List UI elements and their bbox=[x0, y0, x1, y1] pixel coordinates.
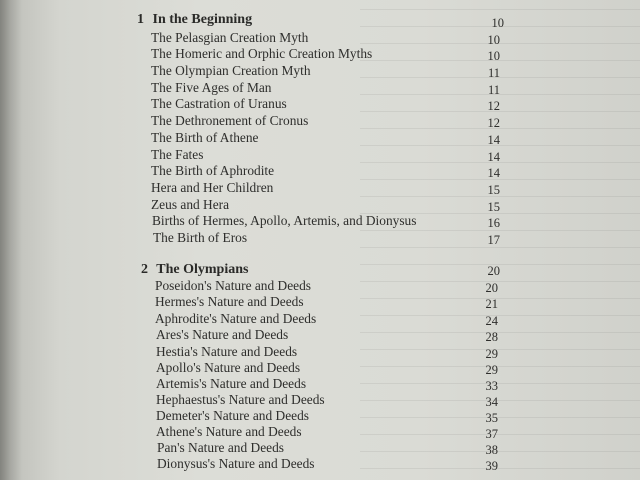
chapter-title: The Olympians bbox=[156, 262, 249, 277]
toc-entry-page: 15 bbox=[487, 200, 500, 214]
toc-entry-title: Pan's Nature and Deeds bbox=[157, 440, 284, 455]
toc-entry-title: The Fates bbox=[151, 147, 204, 162]
toc-entry-title: Ares's Nature and Deeds bbox=[156, 327, 289, 342]
toc-entry-title: The Pelasgian Creation Myth bbox=[151, 30, 309, 45]
toc-entry-page: 29 bbox=[485, 347, 498, 361]
toc-entry-page: 11 bbox=[487, 66, 500, 80]
toc-entry-page: 12 bbox=[487, 116, 500, 130]
toc-entry-page: 17 bbox=[487, 233, 500, 247]
toc-entry-title: Dionysus's Nature and Deeds bbox=[157, 456, 315, 471]
toc-entry-title: The Olympian Creation Myth bbox=[151, 63, 311, 78]
toc-entry-title: The Birth of Athene bbox=[151, 130, 259, 145]
toc-entry-page: 20 bbox=[485, 281, 498, 295]
chapter-heading bbox=[137, 12, 252, 28]
toc-entry-page: 37 bbox=[485, 427, 498, 441]
toc-entry-page: 34 bbox=[485, 395, 498, 409]
toc-entry-page: 11 bbox=[487, 83, 500, 97]
chapter-page: 10 bbox=[491, 16, 504, 30]
toc-entry-title: Hera and Her Children bbox=[151, 180, 274, 195]
toc-entry-page: 12 bbox=[487, 99, 500, 113]
toc-entry-page: 35 bbox=[485, 411, 498, 425]
toc-entry-page: 10 bbox=[487, 33, 500, 47]
toc-entry-page: 28 bbox=[485, 330, 498, 344]
toc-entry-title: The Dethronement of Cronus bbox=[151, 113, 309, 128]
toc-entry-title: Hephaestus's Nature and Deeds bbox=[156, 392, 325, 407]
toc-entry-title: The Five Ages of Man bbox=[151, 80, 272, 95]
toc-entry-title: Athene's Nature and Deeds bbox=[156, 424, 302, 439]
chapter-heading bbox=[141, 262, 248, 278]
toc-entry-title: Births of Hermes, Apollo, Artemis, and Dionysus bbox=[152, 213, 417, 228]
toc-entry-title: Hestia's Nature and Deeds bbox=[156, 344, 298, 359]
toc-entry-title: The Homeric and Orphic Creation Myths bbox=[151, 46, 373, 61]
toc-entry-page: 14 bbox=[487, 166, 500, 180]
toc-entry-page: 14 bbox=[487, 133, 500, 147]
toc-entry-title: The Castration of Uranus bbox=[151, 96, 287, 111]
toc-entry-title: Artemis's Nature and Deeds bbox=[156, 376, 307, 391]
chapter-number: 1 bbox=[137, 12, 144, 27]
toc-entry-page: 38 bbox=[485, 443, 498, 457]
toc-entry-title: Apollo's Nature and Deeds bbox=[156, 360, 301, 375]
toc-entry-page: 15 bbox=[487, 183, 500, 197]
toc-entry-page: 24 bbox=[485, 314, 498, 328]
chapter-number: 2 bbox=[141, 262, 148, 277]
toc-entry-title: Hermes's Nature and Deeds bbox=[155, 294, 304, 309]
toc-entry-title: Demeter's Nature and Deeds bbox=[156, 408, 309, 423]
toc-entry-page: 39 bbox=[485, 459, 498, 473]
toc-entry-title: The Birth of Eros bbox=[153, 230, 248, 245]
chapter-page: 20 bbox=[487, 264, 500, 278]
toc-entry-page: 29 bbox=[485, 363, 498, 377]
toc-entry-page: 14 bbox=[487, 150, 500, 164]
chapter-title: In the Beginning bbox=[152, 12, 253, 27]
toc-entry-page: 33 bbox=[485, 379, 498, 393]
toc-entry-title: Zeus and Hera bbox=[151, 197, 230, 212]
toc-entry-title: Poseidon's Nature and Deeds bbox=[155, 278, 311, 293]
toc-entry-page: 21 bbox=[485, 297, 498, 311]
toc-entry-page: 10 bbox=[487, 49, 500, 63]
toc-entry-title: The Birth of Aphrodite bbox=[151, 163, 275, 178]
toc-entry-page: 16 bbox=[487, 216, 500, 230]
toc-entry-title: Aphrodite's Nature and Deeds bbox=[155, 311, 317, 326]
